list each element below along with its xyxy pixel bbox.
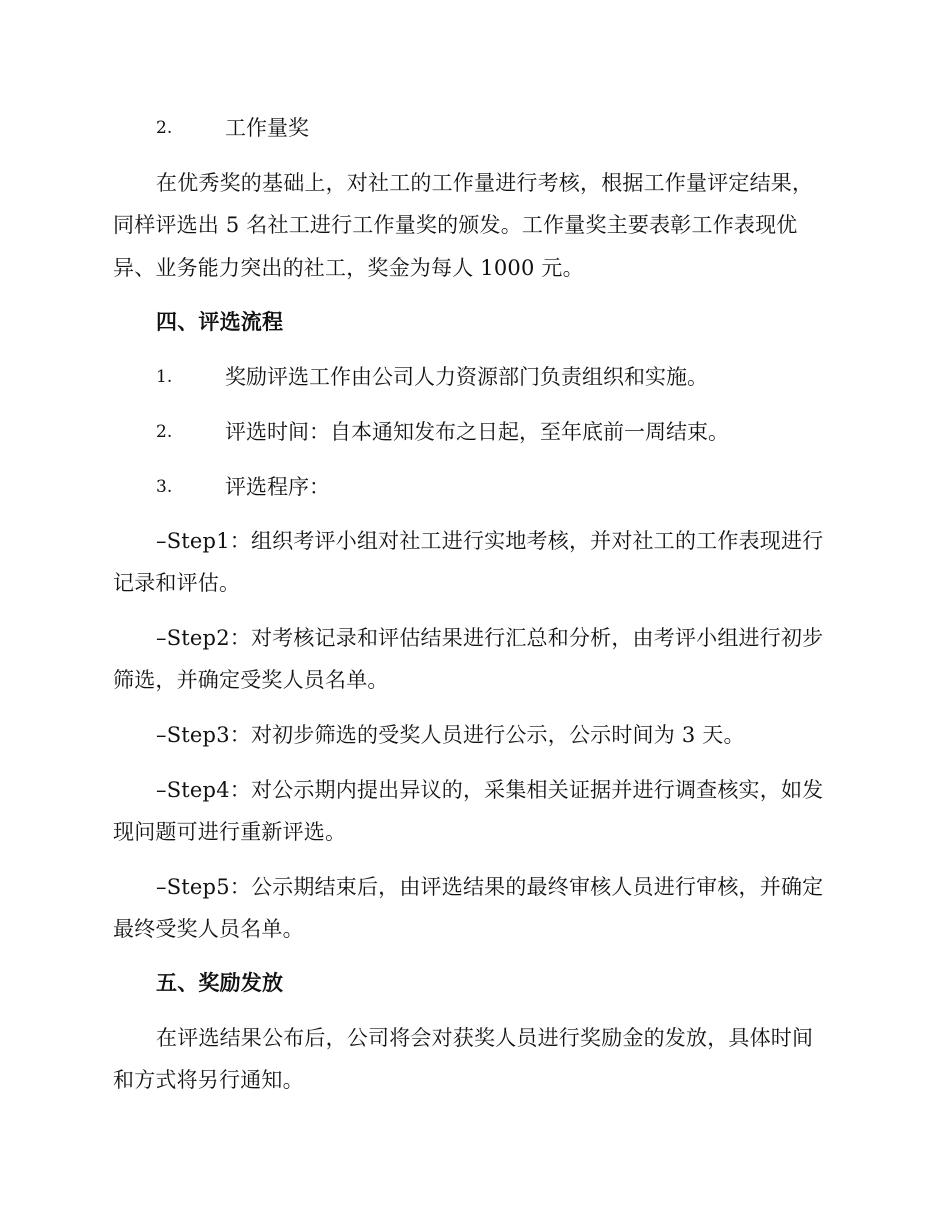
step-line: –Step4：对公示期内提出异议的，采集相关证据并进行调查核实，如发 [156, 778, 824, 802]
section-heading: 四、评选流程 [156, 310, 284, 334]
step-line: –Step2：对考核记录和评估结果进行汇总和分析，由考评小组进行初步 [156, 626, 824, 650]
list-item-number: 3. [156, 477, 173, 497]
paragraph-line: 和方式将另行通知。 [113, 1068, 304, 1092]
list-item-text: 评选程序： [225, 475, 330, 499]
paragraph-line: 同样评选出 5 名社工进行工作量奖的颁发。工作量奖主要表彰工作表现优 [113, 213, 798, 237]
step-line: 记录和评估。 [113, 571, 241, 595]
step-line: 筛选，并确定受奖人员名单。 [113, 668, 389, 692]
list-item-number: 1. [156, 367, 173, 387]
section-heading: 五、奖励发放 [156, 971, 284, 995]
paragraph-line: 异、业务能力突出的社工，奖金为每人 1000 元。 [113, 256, 584, 280]
list-item-text: 评选时间：自本通知发布之日起，至年底前一周结束。 [225, 420, 729, 444]
step-line: 最终受奖人员名单。 [113, 917, 304, 941]
paragraph-line: 在优秀奖的基础上，对社工的工作量进行考核，根据工作量评定结果， [156, 171, 814, 195]
award-item-2-title: 工作量奖 [225, 116, 309, 140]
step-line: 现问题可进行重新评选。 [113, 820, 347, 844]
list-item-text: 奖励评选工作由公司人力资源部门负责组织和实施。 [225, 365, 708, 389]
step-line: –Step1：组织考评小组对社工进行实地考核，并对社工的工作表现进行 [156, 529, 824, 553]
step-line: –Step3：对初步筛选的受奖人员进行公示，公示时间为 3 天。 [156, 723, 745, 747]
award-item-2-number: 2. [156, 118, 173, 138]
list-item-number: 2. [156, 422, 173, 442]
paragraph-line: 在评选结果公布后，公司将会对获奖人员进行奖励金的发放，具体时间 [156, 1026, 814, 1050]
step-line: –Step5：公示期结束后，由评选结果的最终审核人员进行审核，并确定 [156, 875, 824, 899]
